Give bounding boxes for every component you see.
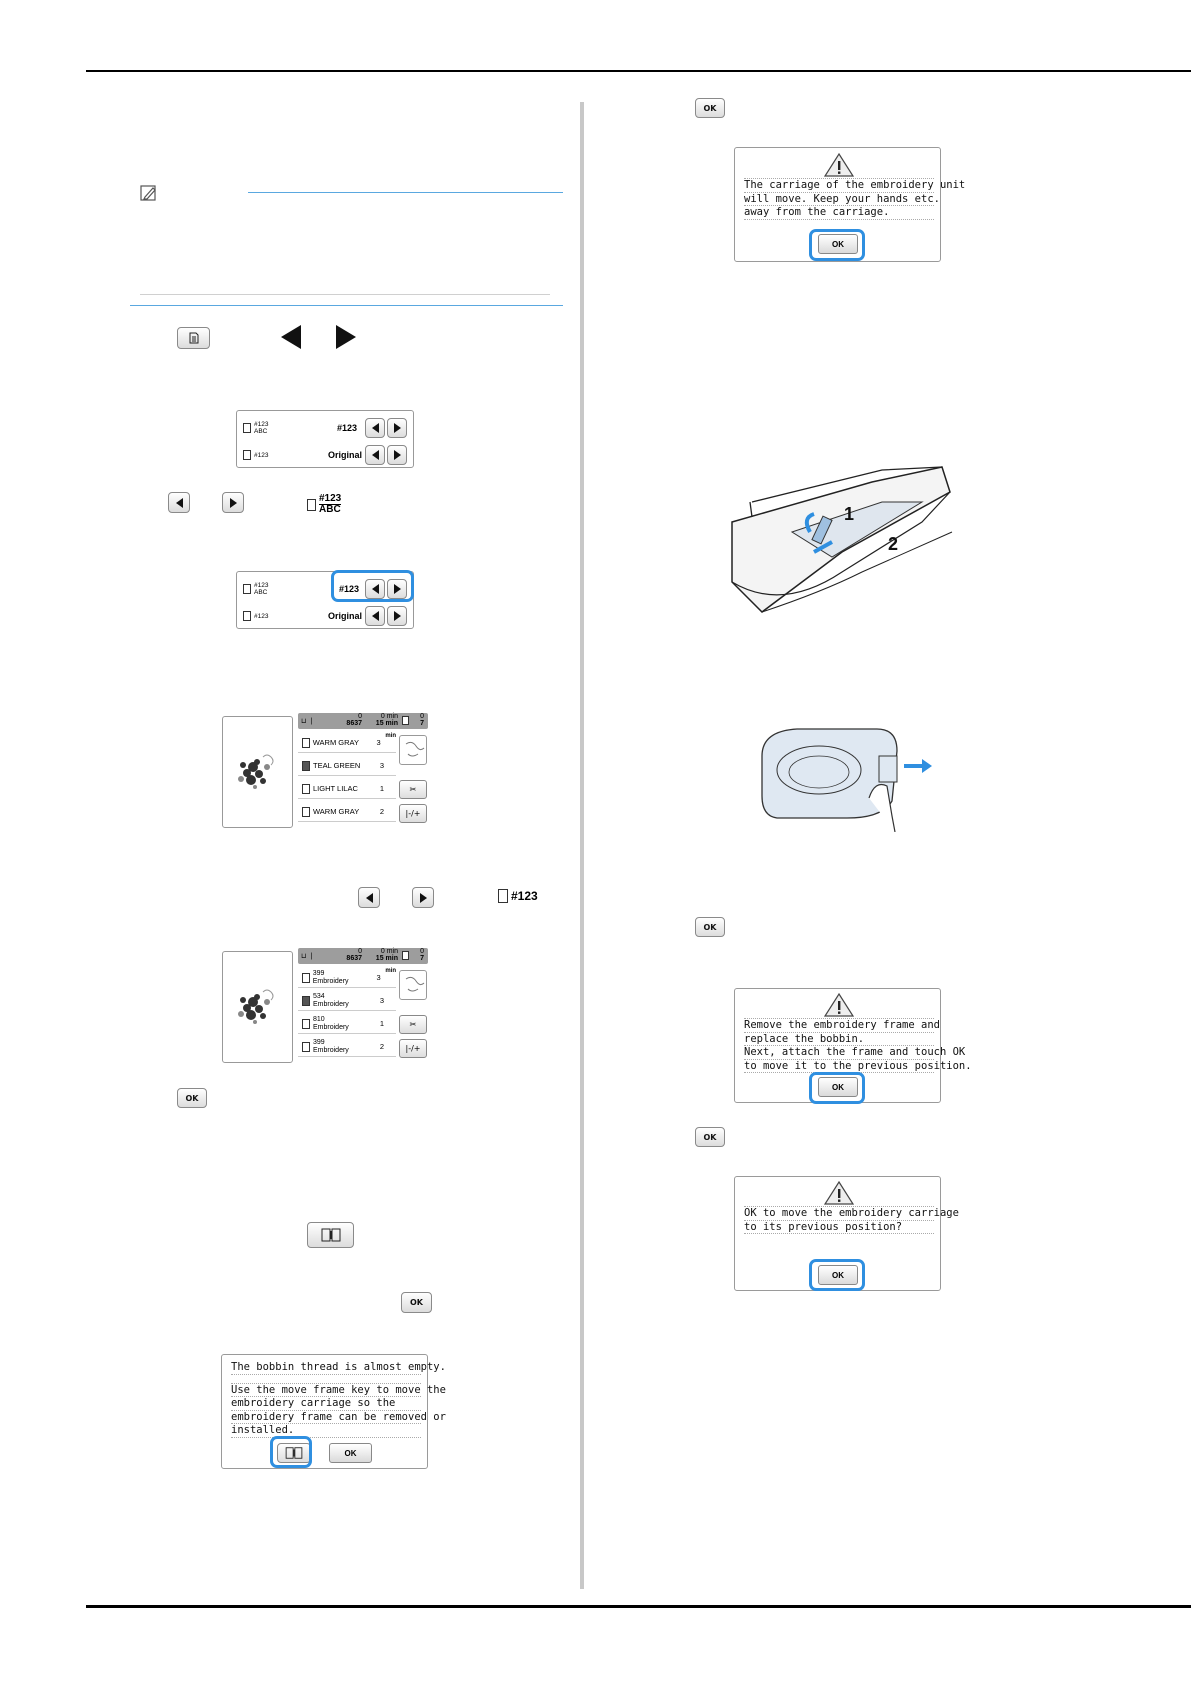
needle-icon: | [310,717,313,725]
ok-key[interactable] [695,98,725,118]
thread-brand: Embroidery [313,1023,349,1031]
spool-icon [243,450,251,460]
highlight-frame [809,229,865,261]
dialog-title: The bobbin thread is almost empty. [231,1361,446,1373]
icon-code: #123 [319,493,342,504]
spool-icon [302,784,310,794]
highlight-frame [331,570,414,602]
unit: min [386,948,398,955]
move-frame-icon [320,1227,342,1243]
time-total: 15 [375,955,384,962]
pattern-image [223,952,294,1064]
thread-display-panel [236,410,414,468]
dialog-line: embroidery carriage so the [231,1397,421,1411]
thread-code: #123 [254,451,269,459]
thread-count: 3 [376,738,381,747]
spool-icon [402,716,409,725]
pattern-preview [222,716,293,828]
dialog-line: Next, attach the frame and touch OK [744,1046,966,1058]
thread-count: 1 [379,1019,385,1028]
spool-icon [243,611,251,621]
dialog-line: embroidery frame can be removed or [231,1410,446,1423]
bobbin-warning-dialog [221,1354,446,1469]
spool-icon [243,423,251,433]
unit: min [385,720,398,727]
embroidery-screen-1 [222,713,428,828]
ok-label: OK [832,1082,844,1092]
thread-number-value: #123 [339,584,360,594]
thread-row[interactable] [298,802,396,822]
dialog-line: The carriage of the embroidery unit [744,179,966,191]
cut-button[interactable]: ✂ [399,780,427,799]
tension-button[interactable]: |-/+ [399,1039,427,1058]
ok-key[interactable] [401,1292,432,1313]
ok-label: OK [344,1448,357,1458]
pattern-thumbnail [399,735,427,765]
thread-code: 399 [313,1038,325,1046]
thread-name: LIGHT LILAC [313,784,358,793]
pattern-image [223,717,294,829]
pattern-preview [222,951,293,1063]
thread-code: #123 [254,612,269,620]
color-total: 7 [420,720,424,727]
spool-icon [307,499,316,511]
min-label: min [385,968,396,974]
dialog-line: replace the bobbin. [744,1033,934,1047]
thread-name: WARM GRAY [313,807,360,816]
big-right-arrow-icon [336,325,356,349]
embroidery-screen-2 [222,948,428,1063]
status-bar [298,713,428,729]
status-bar [298,948,428,964]
dialog-line: Use the move frame key to move the [231,1383,446,1396]
dialog-line: to its previous position? [744,1221,934,1235]
memo-icon [140,184,158,202]
prev-button[interactable] [365,445,385,465]
thread-display-value: Original [328,450,363,460]
memo-footer-line [140,294,550,295]
thread-info-key[interactable] [177,327,210,349]
thread-row[interactable] [298,991,396,1011]
ok-label: OK [185,1093,199,1103]
prev-button[interactable] [365,606,385,626]
right-arrow-key[interactable] [222,492,244,513]
dialog-line: installed. [231,1424,421,1438]
ok-label: OK [832,239,844,249]
next-button[interactable] [387,606,407,626]
spool-icon [302,1019,310,1029]
highlight-frame [809,1072,865,1104]
highlight-frame [809,1259,865,1291]
stitch-total: 8637 [346,720,362,727]
ok-key[interactable] [695,1127,725,1147]
warning-icon [823,152,855,178]
spool-icon [302,738,310,748]
ok-label: OK [703,922,717,932]
spool-icon [302,996,310,1006]
thread-count: 3 [376,973,381,982]
spool-icon [402,951,409,960]
spool-icon [243,584,251,594]
thread-row[interactable] [298,779,396,799]
spool-icon [302,761,310,771]
dialog-line: away from the carriage. [744,206,934,220]
thread-name: WARM GRAY [312,738,359,747]
thread-number-icon [307,494,341,515]
warning-icon [823,992,855,1018]
time-elapsed: 0 [380,948,385,955]
tension-button[interactable]: |-/+ [399,804,427,823]
big-left-arrow-icon [281,325,301,349]
time-elapsed: 0 [380,713,385,720]
right-arrow-key[interactable] [412,887,434,908]
color-total: 7 [420,955,424,962]
thread-row[interactable] [298,733,396,753]
color-count: 0 [420,713,424,720]
warning-icon [823,1180,855,1206]
unit: min [385,955,398,962]
thread-brand: Embroidery [313,1000,349,1008]
thread-count: 2 [379,807,385,816]
ok-label: OK [703,103,717,113]
top-rule [86,70,1191,72]
left-arrow-key[interactable] [168,492,190,513]
thread-display-value: Original [328,611,363,621]
thread-row[interactable] [298,1037,396,1057]
presser-foot-icon: ⊔ [301,953,307,960]
dialog-line: to move it to the previous position. [744,1059,972,1072]
ok-label: OK [703,1132,717,1142]
memo-header-line [248,192,563,193]
document-icon [188,332,200,344]
bobbin-case-illustration [757,726,932,832]
pattern-thumbnail [399,970,427,1000]
thread-sub: ABC [254,428,268,435]
time-total: 15 [375,720,384,727]
column-divider [580,102,584,1589]
thread-brand: Embroidery [312,977,349,985]
thread-code: 534 [313,992,325,1000]
stitch-count: 0 [358,713,362,720]
ok-button[interactable] [329,1443,372,1463]
highlight-frame [270,1436,312,1468]
ok-key[interactable] [177,1088,207,1108]
cut-button[interactable]: ✂ [399,1015,427,1034]
needle-icon: | [310,952,313,960]
min-label: min [385,733,396,739]
bottom-rule [86,1605,1191,1608]
thread-code: 399 [312,969,325,977]
thread-name: TEAL GREEN [313,761,361,770]
thread-code-label: #123 [511,889,538,903]
ok-key[interactable] [695,917,725,937]
next-button[interactable] [387,418,407,438]
dialog-line: will move. Keep your hands etc. [744,192,940,205]
thread-count: 2 [379,1042,385,1051]
stitch-count: 0 [358,948,362,955]
thread-code: 810 [313,1015,325,1023]
thread-row[interactable] [298,1014,396,1034]
spool-icon [302,807,310,817]
left-arrow-key[interactable] [358,887,380,908]
dialog-line: Remove the embroidery frame and [744,1019,940,1031]
presser-foot-icon: ⊔ [301,718,307,725]
stitch-total: 8637 [346,955,362,962]
section-divider-line [130,305,563,306]
thread-code-icon [498,889,538,903]
callout-1: 1 [844,504,855,524]
spool-icon [302,973,310,983]
thread-number-value: #123 [337,423,358,433]
move-frame-key[interactable] [307,1222,354,1248]
ok-label: OK [832,1270,844,1280]
thread-row[interactable] [298,756,396,776]
thread-code: #123 [254,582,269,589]
unit: min [386,713,398,720]
color-count: 0 [420,948,424,955]
spool-icon [302,1042,310,1052]
spool-icon [498,889,508,903]
thread-sub: ABC [254,589,268,596]
embroidery-unit-illustration [722,462,954,626]
next-button[interactable] [387,445,407,465]
thread-count: 3 [379,996,385,1005]
thread-row[interactable] [298,968,396,988]
callout-2: 2 [888,534,899,554]
ok-label: OK [410,1298,423,1307]
prev-button[interactable] [365,418,385,438]
thread-count: 1 [379,784,385,793]
dialog-line: OK to move the embroidery carriage [744,1207,959,1219]
icon-sub: ABC [319,504,341,515]
thread-brand: Embroidery [313,1046,349,1054]
thread-count: 3 [379,761,385,770]
thread-code: #123 [254,421,269,428]
